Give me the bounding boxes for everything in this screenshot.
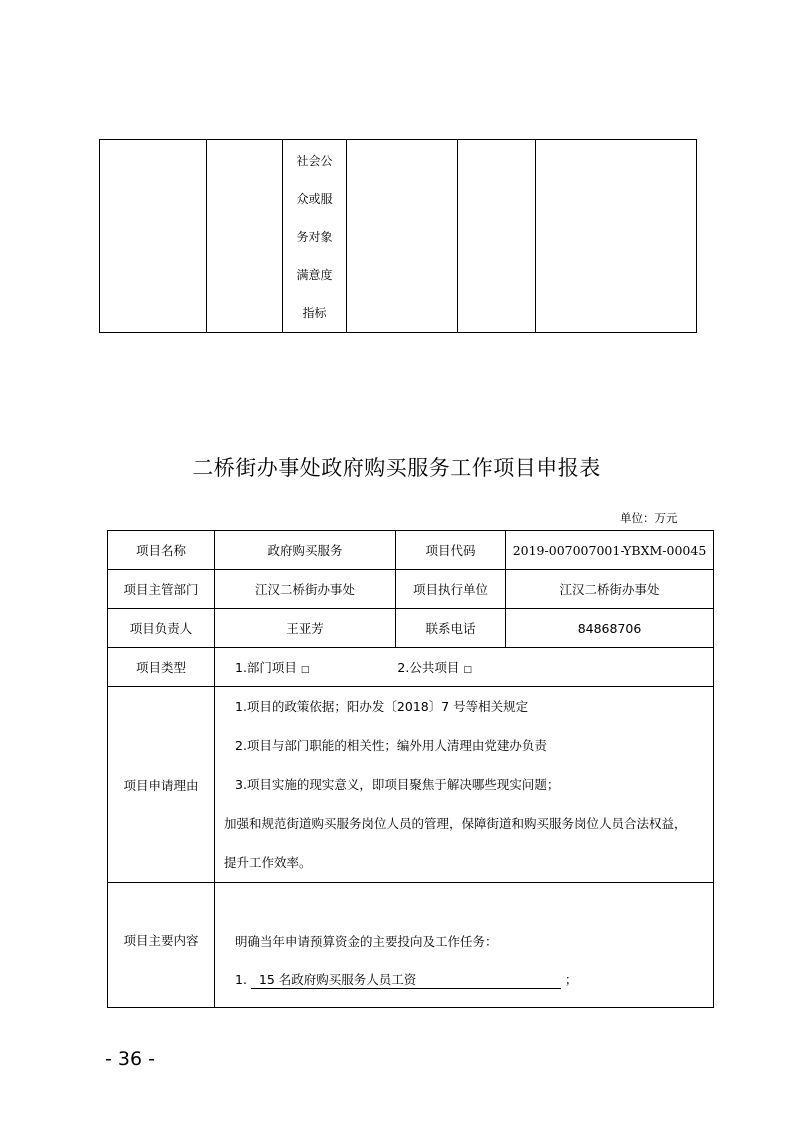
reason-line: 提升工作效率。 (224, 855, 312, 870)
table-row (108, 609, 714, 648)
reason-line: 1.项目的政策依据；阳办发〔2018〕7 号等相关规定 (235, 699, 529, 714)
empty-cell (458, 140, 536, 333)
indicator-line: 满意度 (296, 268, 333, 282)
indicator-line: 社会公 (296, 154, 333, 168)
table-row (108, 648, 714, 687)
table-row (108, 531, 714, 570)
empty-cell (207, 140, 283, 333)
unit-label: 单位：万元 (620, 511, 678, 525)
exec-unit-label: 项目执行单位 (396, 570, 506, 609)
main-content (215, 883, 714, 1008)
project-name-value: 政府购买服务 (215, 531, 396, 570)
indicator-line: 指标 (302, 306, 327, 320)
table-row (108, 687, 714, 883)
content-item (215, 965, 713, 995)
project-name-label: 项目名称 (108, 531, 215, 570)
table-row (108, 883, 714, 1008)
indicator-line: 务对象 (296, 230, 333, 244)
dept-label: 项目主管部门 (108, 570, 215, 609)
checkbox-icon[interactable]: □ (463, 665, 472, 675)
content-label: 项目主要内容 (108, 883, 215, 1008)
reason-content (215, 687, 714, 883)
dept-value: 江汉二桥街办事处 (215, 570, 396, 609)
type-label: 项目类型 (108, 648, 215, 687)
form-title: 二桥街办事处政府购买服务工作项目申报表 (192, 456, 601, 480)
phone-label: 联系电话 (396, 609, 506, 648)
leader-value: 王亚芳 (215, 609, 396, 648)
reason-label: 项目申请理由 (108, 687, 215, 883)
reason-line: 3.项目实施的现实意义，即项目聚焦于解决哪些现实问题； (235, 777, 560, 792)
content-item-text: 15 名政府购买服务人员工资 (251, 972, 561, 989)
type-option-department: 1.部门项目 (235, 660, 297, 675)
content-intro: 明确当年申请预算资金的主要投向及工作任务： (235, 934, 498, 949)
empty-cell (536, 140, 697, 333)
table-row (108, 570, 714, 609)
project-code-label: 项目代码 (396, 531, 506, 570)
indicator-cell (283, 140, 347, 333)
type-option-public: 2.公共项目 (397, 660, 460, 675)
content-item-prefix: 1. (235, 972, 247, 987)
type-options (215, 648, 714, 687)
reason-line: 2.项目与部门职能的相关性；编外用人清理由党建办负责 (235, 738, 547, 753)
indicator-line: 众或服 (296, 192, 333, 206)
content-item-suffix: ； (564, 972, 578, 987)
empty-cell (100, 140, 207, 333)
empty-cell (347, 140, 458, 333)
reason-line: 加强和规范街道购买服务岗位人员的管理，保障街道和购买服务岗位人员合法权益， (224, 816, 687, 831)
project-code-value: 2019-007007001-YBXM-00045 (506, 531, 714, 570)
checkbox-icon[interactable]: □ (300, 665, 310, 675)
phone-value: 84868706 (506, 609, 714, 648)
page-number: - 36 - (105, 1048, 155, 1070)
continuation-table (99, 139, 697, 333)
leader-label: 项目负责人 (108, 609, 215, 648)
application-table (107, 530, 714, 1008)
exec-unit-value: 江汉二桥街办事处 (506, 570, 714, 609)
